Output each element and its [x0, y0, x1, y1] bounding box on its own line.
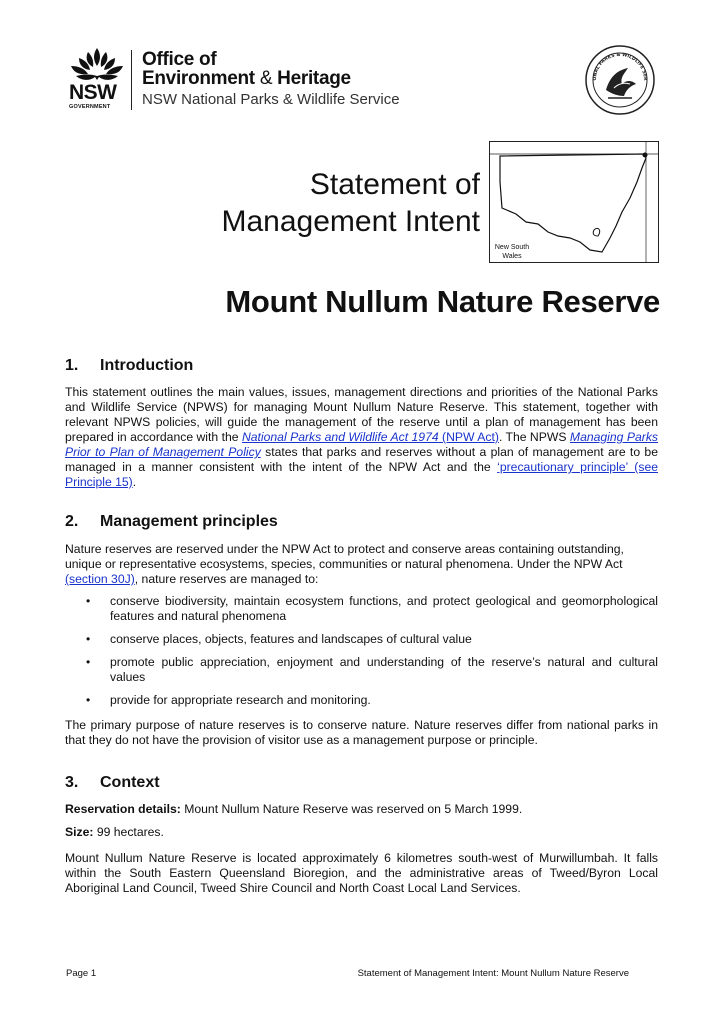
list-item: • conserve places, objects, features and landscapes of cultural value — [65, 632, 658, 647]
size-text: 99 hectares. — [93, 825, 164, 839]
reservation-text: Mount Nullum Nature Reserve was reserved on 5 March 1999. — [180, 802, 523, 816]
map-label: New South Wales — [494, 244, 530, 260]
npw-act-short-link[interactable]: (NPW Act) — [438, 430, 499, 444]
footer-page-number: Page 1 — [66, 968, 97, 979]
section-title: Context — [100, 774, 160, 791]
section-heading — [65, 773, 658, 793]
intro-text-4: . — [132, 475, 137, 489]
statement-title-line-2: Management Intent — [221, 205, 480, 238]
nsw-wordmark: NSW — [69, 81, 117, 104]
nsw-location-map — [489, 141, 659, 263]
intro-text-1: This statement outlines the main values, issues, management directions and priorities of the National Parks and Wildlife Service (NPWS) for managing Mount Nullum Nature Reserve. This statement, together with relevant NPWS policies, will guide the management of the reserve until a plan of management has been prepared in accordance with the — [65, 385, 658, 444]
section-context — [65, 773, 658, 896]
government-wordmark: GOVERNMENT — [69, 104, 111, 110]
reserve-title: Mount Nullum Nature Reserve — [225, 284, 660, 319]
section-number: 2. — [65, 513, 79, 530]
org-name-line-3: NSW National Parks & Wildlife Service — [142, 91, 400, 108]
npw-act-link[interactable]: National Parks and Wildlife Act 1974 — [241, 430, 439, 444]
section-number: 3. — [65, 774, 79, 791]
principles-text-2: , nature reserves are managed to: — [134, 572, 319, 586]
reserve-size — [65, 825, 658, 840]
statement-title — [221, 166, 480, 240]
managing-parks-policy-link[interactable]: Managing Parks Prior to Plan of Management Policy — [65, 430, 659, 459]
reservation-label: Reservation details: — [65, 802, 181, 816]
location-paragraph: Mount Nullum Nature Reserve is located approximately 6 kilometres south-west of Murwillumbah. It falls within the South Eastern Queensland Bioregion, and the administrative areas of Tweed/Byron Local Aboriginal Land Council, Tweed Shire Council and North Coast Local Land Services. — [65, 851, 658, 895]
section-title: Management principles — [100, 513, 278, 530]
org-name-line-1: Office of — [142, 49, 217, 70]
section-introduction — [65, 356, 658, 490]
svg-text:NATIONAL PARKS & WILDLIFE SERV: ONAL PARKS & WILDLIFE SER — [592, 52, 648, 81]
reservation-details — [65, 802, 658, 817]
org-heritage: Heritage — [277, 68, 351, 89]
org-ampersand: & — [259, 68, 273, 89]
list-item: • conserve biodiversity, maintain ecosystem functions, and protect geological and geomorphological features and natural phenomena — [65, 594, 658, 624]
principles-paragraph — [65, 542, 658, 587]
principles-list — [65, 594, 658, 708]
npws-seal-icon — [584, 44, 656, 116]
size-label: Size: — [65, 825, 94, 839]
waratah-icon — [68, 46, 126, 86]
precautionary-principle-link[interactable]: ‘precautionary principle’ (see Principle 15) — [65, 460, 658, 489]
org-environment: Environment — [142, 68, 255, 89]
principles-text-1: Nature reserves are reserved under the NPW Act to protect and conserve areas containing outstanding, unique or representative ecosystems, species, communities or natural phenomena. Under the NPW Act — [65, 542, 624, 571]
logo-divider — [131, 50, 132, 110]
intro-paragraph — [65, 385, 658, 490]
section-title: Introduction — [100, 357, 194, 374]
section-heading — [65, 512, 658, 532]
list-item: • provide for appropriate research and monitoring. — [65, 693, 658, 708]
list-item: • promote public appreciation, enjoyment and understanding of the reserve’s natural and cultural values — [65, 655, 658, 685]
section-number: 1. — [65, 357, 79, 374]
footer-document-title: Statement of Management Intent: Mount Nullum Nature Reserve — [357, 968, 629, 979]
nsw-oeh-logo — [68, 46, 428, 112]
intro-text-3: states that parks and reserves without a plan of management are to be managed in a manner consistent with the intent of the NPW Act and the — [65, 445, 658, 474]
section-30j-link[interactable]: (section 30J) — [65, 572, 135, 586]
statement-title-line-1: Statement of — [309, 168, 480, 201]
org-name-line-2 — [142, 68, 351, 90]
section-management-principles — [65, 512, 658, 748]
intro-text-2: . The NPWS — [498, 430, 570, 444]
section-heading — [65, 356, 658, 376]
principles-closing-paragraph: The primary purpose of nature reserves is to conserve nature. Nature reserves differ from national parks in that they do not have the provision of visitor use as a management purpose or principle. — [65, 718, 658, 747]
